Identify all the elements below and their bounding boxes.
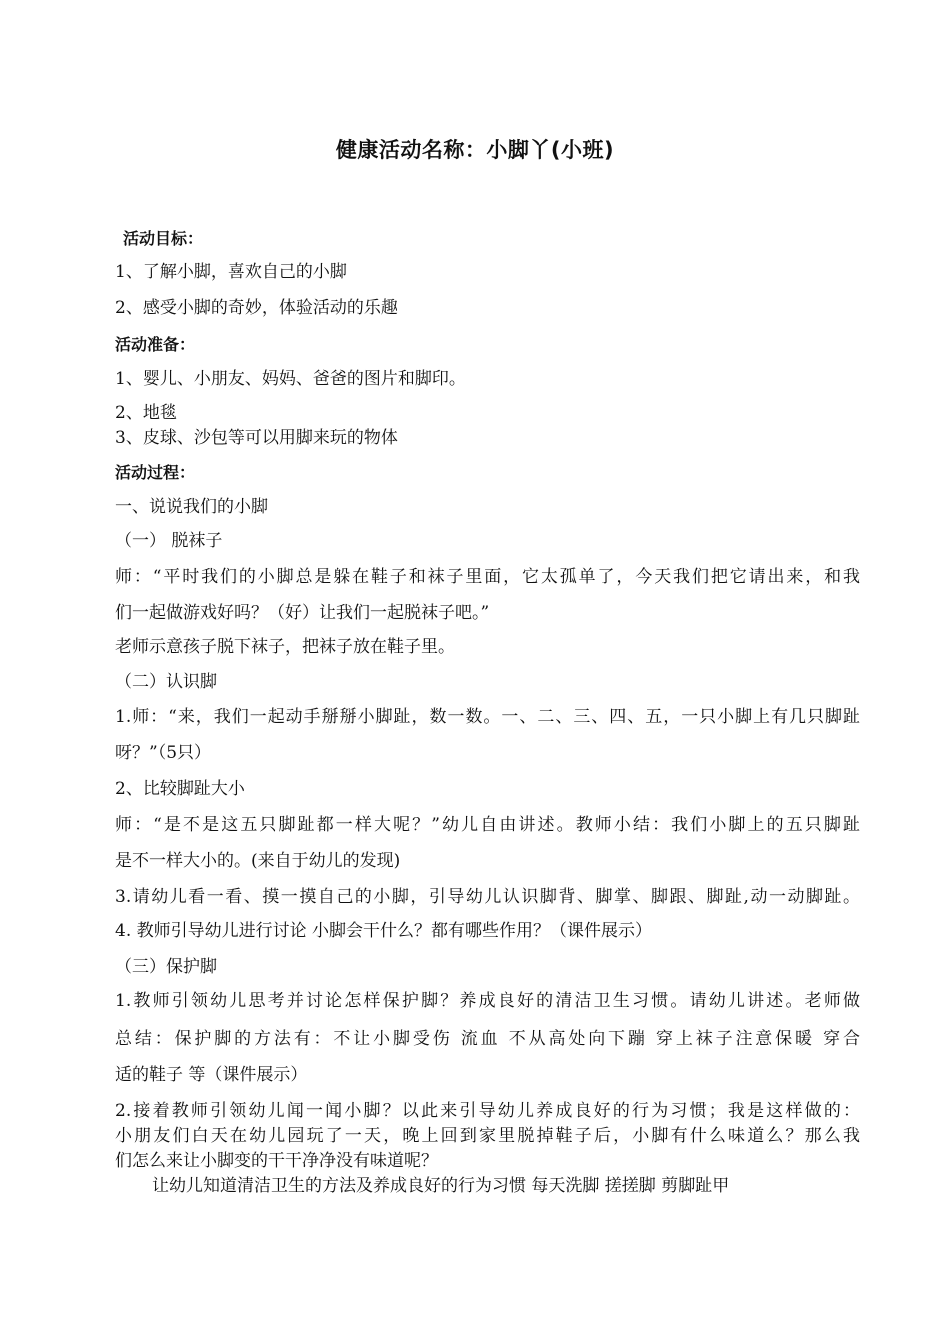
process-line: 3.请幼儿看一看、摸一摸自己的小脚，引导幼儿认识脚背、脚掌、脚跟、脚趾,动一动脚趾。 bbox=[115, 887, 860, 907]
process-line: 呀？”（5只） bbox=[115, 743, 212, 763]
process-line: 1.教师引领幼儿思考并讨论怎样保护脚？养成良好的清洁卫生习惯。请幼儿讲述。老师做 bbox=[115, 991, 860, 1011]
goal-2: 2、感受小脚的奇妙，体验活动的乐趣 bbox=[115, 298, 398, 318]
process-line: 2.接着教师引领幼儿闻一闻小脚？以此来引导幼儿养成良好的行为习惯；我是这样做的： bbox=[115, 1101, 860, 1121]
goal-1: 1、了解小脚，喜欢自己的小脚 bbox=[115, 262, 347, 282]
process-line: （一） 脱袜子 bbox=[115, 531, 223, 551]
process-line: 2、比较脚趾大小 bbox=[115, 779, 245, 799]
prep-2: 2、地毯 bbox=[115, 403, 177, 423]
process-line: 们怎么来让小脚变的干干净净没有味道呢？ bbox=[115, 1151, 438, 1171]
process-line: 老师示意孩子脱下袜子，把袜子放在鞋子里。 bbox=[115, 637, 455, 657]
process-line: 师：“平时我们的小脚总是躲在鞋子和袜子里面，它太孤单了，今天我们把它请出来，和我 bbox=[115, 567, 860, 587]
process-line: 总结：保护脚的方法有：不让小脚受伤 流血 不从高处向下蹦 穿上袜子注意保暖 穿合 bbox=[115, 1029, 860, 1049]
goals-heading: 活动目标： bbox=[123, 229, 204, 248]
process-line: 是不一样大小的。(来自于幼儿的发现) bbox=[115, 851, 401, 871]
process-line: 适的鞋子 等（课件展示） bbox=[115, 1065, 308, 1085]
prep-1: 1、婴儿、小朋友、妈妈、爸爸的图片和脚印。 bbox=[115, 369, 466, 389]
process-line: 4. 教师引导幼儿进行讨论 小脚会干什么？都有哪些作用？（课件展示） bbox=[115, 921, 653, 941]
process-line: 小朋友们白天在幼儿园玩了一天，晚上回到家里脱掉鞋子后，小脚有什么味道么？那么我 bbox=[115, 1126, 860, 1146]
page-title: 健康活动名称：小脚丫(小班) bbox=[335, 138, 615, 162]
process-line: 们一起做游戏好吗？（好）让我们一起脱袜子吧。” bbox=[115, 603, 490, 623]
process-line: 一、说说我们的小脚 bbox=[115, 497, 268, 517]
prep-3: 3、皮球、沙包等可以用脚来玩的物体 bbox=[115, 428, 398, 448]
process-heading: 活动过程： bbox=[115, 463, 196, 482]
process-line: 让幼儿知道清洁卫生的方法及养成良好的行为习惯 每天洗脚 搓搓脚 剪脚趾甲 bbox=[152, 1176, 730, 1196]
process-line: 师：“是不是这五只脚趾都一样大呢？”幼儿自由讲述。教师小结：我们小脚上的五只脚趾 bbox=[115, 815, 860, 835]
process-line: 1.师：“来，我们一起动手掰掰小脚趾，数一数。一、二、三、四、五，一只小脚上有几只脚趾 bbox=[115, 707, 860, 727]
prep-heading: 活动准备： bbox=[115, 335, 196, 354]
process-line: （三）保护脚 bbox=[115, 957, 217, 977]
process-line: （二）认识脚 bbox=[115, 672, 217, 692]
